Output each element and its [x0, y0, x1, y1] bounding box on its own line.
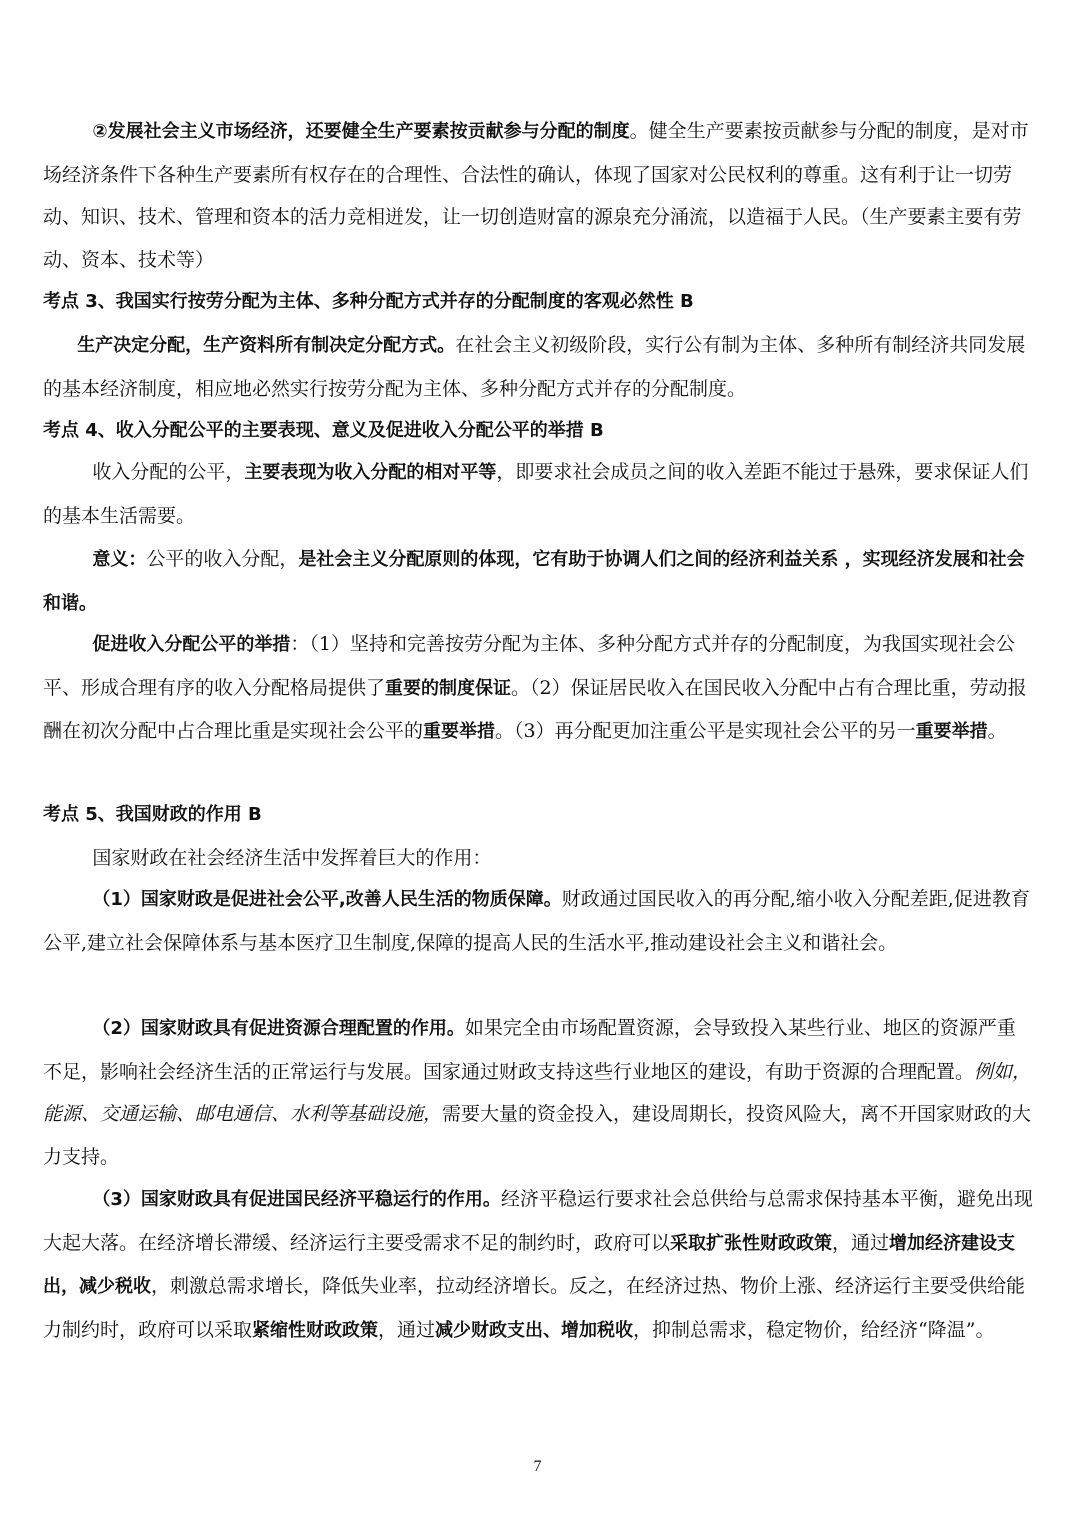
bold-text: （1）国家财政是促进社会公平,改善人民生活的物质保障。	[92, 889, 562, 910]
body-text: 。（2）保证居民收入在国民收入分配中占有合理比重，劳动报酬在初次分配中占合理比重是实现社会公平的	[43, 676, 1027, 742]
bold-text: 意义：	[92, 549, 147, 570]
body-text: ，抑制总需求，稳定物价，给经济“降温”。	[633, 1318, 995, 1341]
paragraph-significance	[43, 538, 1033, 625]
bold-text: 紧缩性财政政策	[252, 1319, 379, 1341]
paragraph-finance-role-1	[43, 878, 1033, 964]
bold-text: ②发展社会主义市场经济，还要健全生产要素按贡献参与分配的制度	[92, 121, 630, 142]
bold-text: 重要举措	[915, 721, 988, 742]
paragraph-finance-role-3	[43, 1178, 1033, 1352]
bold-text: 促进收入分配公平的举措	[92, 634, 291, 655]
body-text: 公平的收入分配，	[146, 548, 299, 570]
page-number: 7	[533, 1458, 542, 1475]
body-text: ，即要求社会成员之间的收入差距不能过于悬殊，要求保证人们的基本生活需要。	[43, 461, 1029, 527]
body-text: 。（3）再分配更加注重公平是实现社会公平的另一	[495, 720, 916, 742]
body-text: ：（1）坚持和完善按劳分配为主体、多种分配方式并存的分配制度，为我国实现社会公平、形成合理有序的收入分配格局提供了	[43, 633, 1015, 699]
body-text: ，刺激总需求增长，降低失业率，拉动经济增长。反之，在经济过热、物价上涨、经济运行主要受供给能力制约时，政府可以采取	[43, 1275, 1026, 1341]
body-text: 财政通过国民收入的再分配,缩小收入分配差距,促进教育公平,建立社会保障体系与基本医疗卫生制度,保障的提高人民的生活水平,推动建设社会主义和谐社会。	[43, 888, 1030, 954]
body-text: 。健全生产要素按贡献参与分配的制度，是对市场经济条件下各种生产要素所有权存在的合理性、合法性的确认，体现了国家对公民权利的尊重。这有利于让一切劳动、知识、技术、管理和资本的活力竞相迸发，让一切创造财富的源泉充分涌流，以造福于人民。（生产要素主要有劳动、资本、技术等）	[43, 120, 1029, 271]
paragraph-measures	[43, 623, 1033, 754]
bold-text: （2）国家财政具有促进资源合理配置的作用。	[92, 1018, 465, 1039]
heading-point-5: 考点 5、我国财政的作用 B	[43, 804, 262, 825]
paragraph-production-determines-distribution	[43, 324, 1033, 410]
heading-point-4: 考点 4、收入分配公平的主要表现、意义及促进收入分配公平的举措 B	[43, 420, 604, 441]
heading-point-3: 考点 3、我国实行按劳分配为主体、多种分配方式并存的分配制度的客观必然性 B	[43, 291, 694, 312]
bold-text: 生产决定分配，生产资料所有制决定分配方式。	[77, 335, 456, 356]
body-text: 经济平稳运行要求社会总供给与总需求保持基本平衡，避免出现大起大落。在经济增长滞缓、经济运行主要受需求不足的制约时，政府可以	[43, 1188, 1033, 1254]
italic-text: 例如，能源、交通运输、邮电通信、水利等基础设施，	[43, 1060, 1032, 1125]
paragraph-fairness-definition	[43, 451, 1033, 537]
bold-text: 采取扩张性财政政策	[670, 1232, 833, 1254]
body-text: 需要大量的资金投入，建设周期长，投资风险大，离不开国家财政的大力支持。	[43, 1103, 1032, 1168]
paragraph-finance-role-2	[43, 1007, 1033, 1178]
bold-text: 重要的制度保证	[385, 677, 512, 699]
bold-text: （3）国家财政具有促进国民经济平稳运行的作用。	[92, 1189, 501, 1210]
bold-text: 是社会主义分配原则的体现，它有助于协调人们之间的经济利益关系 ，实现经济发展和社会和谐。	[43, 549, 1025, 614]
body-text: ，通过	[832, 1231, 890, 1254]
bold-text: 重要举措	[423, 721, 496, 742]
body-text: 国家财政在社会经济生活中发挥着巨大的作用：	[92, 847, 492, 869]
body-text: ，通过	[378, 1318, 436, 1341]
body-text: 如果完全由市场配置资源，会导致投入某些行业、地区的资源严重不足，影响社会经济生活的正常运行与发展。国家通过财政支持这些行业地区的建设，有助于资源的合理配置。	[43, 1017, 1016, 1083]
body-text: 在社会主义初级阶段，实行公有制为主体、多种所有制经济共同发展的基本经济制度，相应地必然实行按劳分配为主体、多种分配方式并存的分配制度。	[43, 334, 1026, 400]
body-text: 。	[987, 720, 1007, 742]
bold-text: 增加经济建设支出，减少税收	[43, 1232, 1016, 1297]
bold-text: 主要表现为收入分配的相对平等	[244, 462, 497, 483]
paragraph-production-factors	[43, 110, 1033, 281]
body-text: 收入分配的公平，	[92, 461, 245, 483]
paragraph-finance-intro	[43, 837, 1033, 880]
bold-text: 减少财政支出、增加税收	[435, 1319, 634, 1341]
